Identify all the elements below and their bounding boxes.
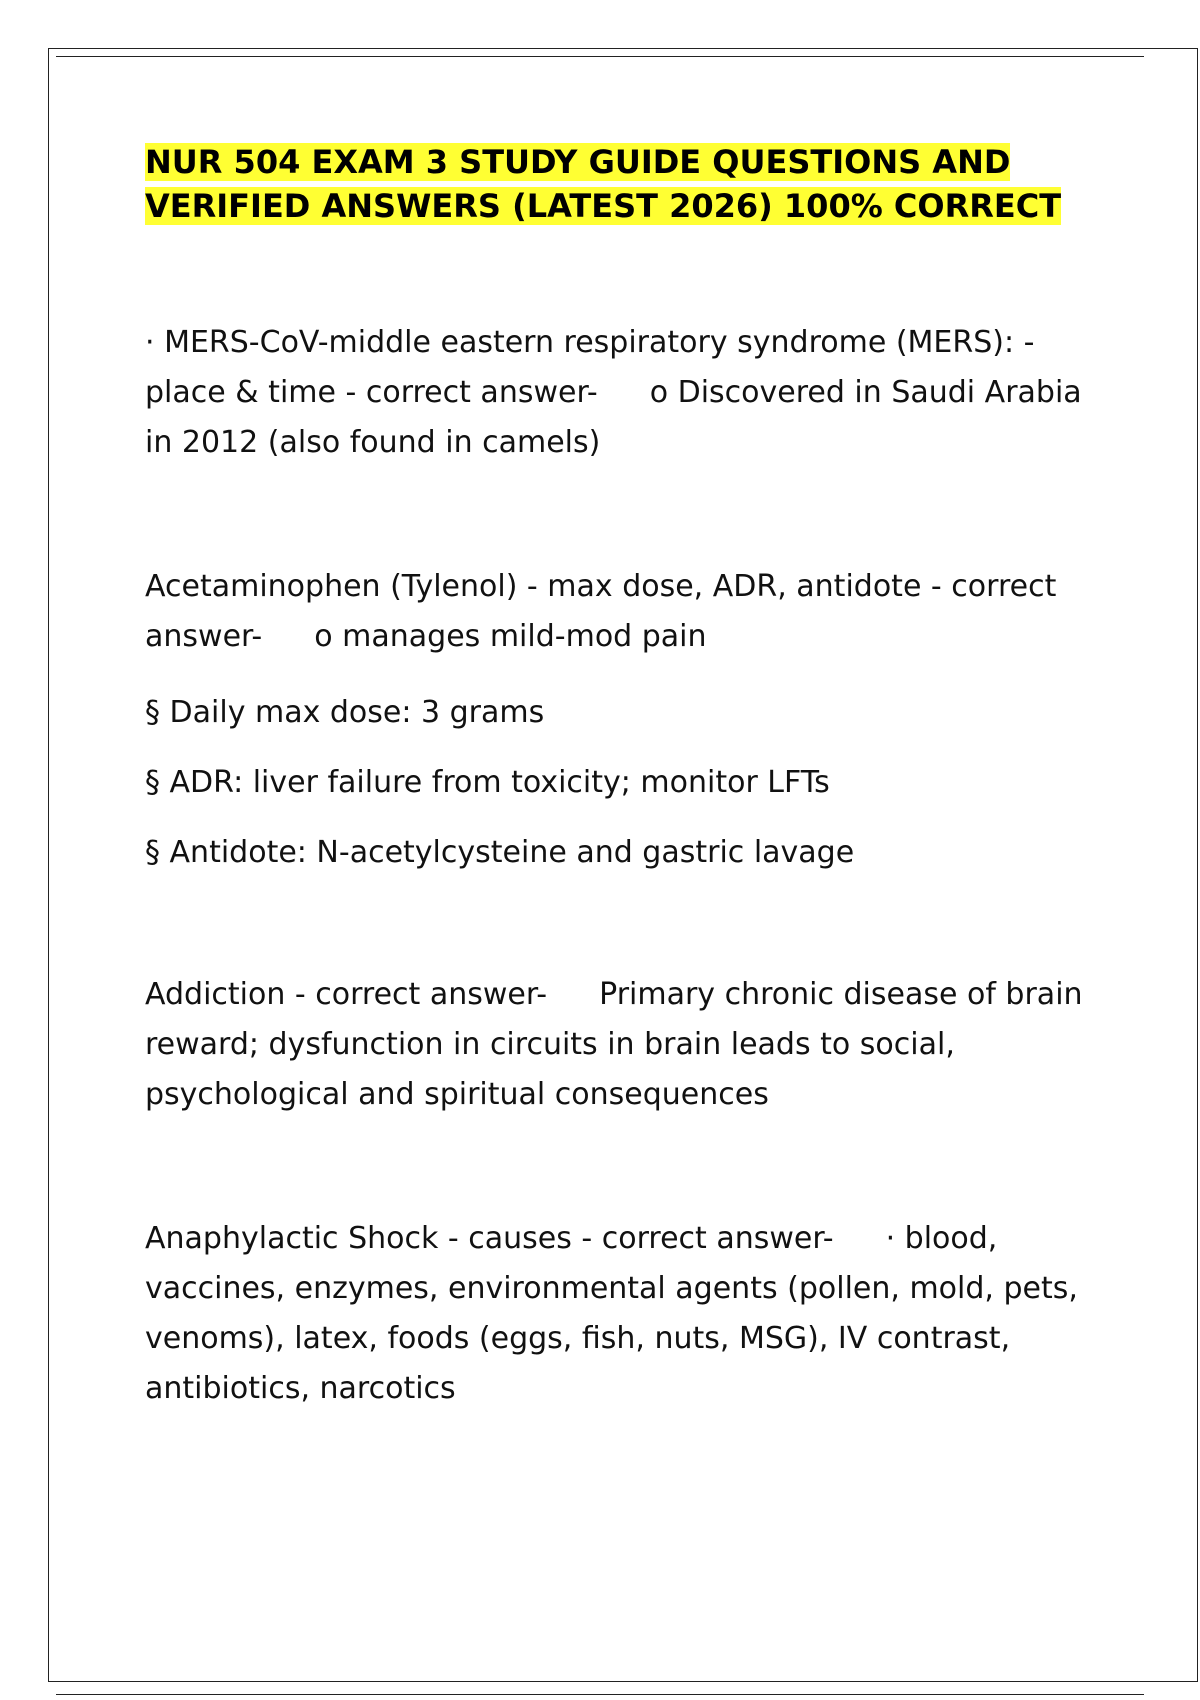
entry-addiction xyxy=(145,970,1105,1120)
bottom-rule xyxy=(56,1694,1144,1695)
entry-answer: · blood, vaccines, enzymes, environmental agents (pollen, mold, pets, venoms), latex, foods (eggs, fish, nuts, MSG), IV contrast, antibiotics, narcotics xyxy=(145,1221,1078,1406)
entry-mers xyxy=(145,318,1105,468)
entry-question: Anaphylactic Shock - causes - correct answer- xyxy=(145,1221,834,1256)
title-line-1: NUR 504 EXAM 3 STUDY GUIDE QUESTIONS AND xyxy=(145,143,1011,181)
document-title xyxy=(145,140,1105,228)
entry-acetaminophen xyxy=(145,562,1105,662)
bullet-adr: § ADR: liver failure from toxicity; monitor LFTs xyxy=(145,765,830,800)
entry-anaphylactic-shock xyxy=(145,1214,1105,1414)
entry-question: Addiction - correct answer- xyxy=(145,977,548,1012)
entry-answer: o manages mild-mod pain xyxy=(314,619,707,654)
bullet-max-dose: § Daily max dose: 3 grams xyxy=(145,695,545,730)
entry-answer: o Discovered in Saudi Arabia in 2012 (also found in camels) xyxy=(145,375,1082,460)
entry-answer: Primary chronic disease of brain reward; dysfunction in circuits in brain leads to social, psychological and spiritual consequences xyxy=(145,977,1083,1112)
bullet-antidote: § Antidote: N-acetylcysteine and gastric lavage xyxy=(145,835,855,870)
entry-question: · MERS-CoV-middle eastern respiratory syndrome (MERS): - place & time - correct answer- xyxy=(145,325,1035,410)
top-rule xyxy=(56,56,1144,57)
title-line-2: VERIFIED ANSWERS (LATEST 2026) 100% CORRECT xyxy=(145,187,1062,225)
entry-question: Acetaminophen (Tylenol) - max dose, ADR, antidote - correct answer- xyxy=(145,569,1057,654)
